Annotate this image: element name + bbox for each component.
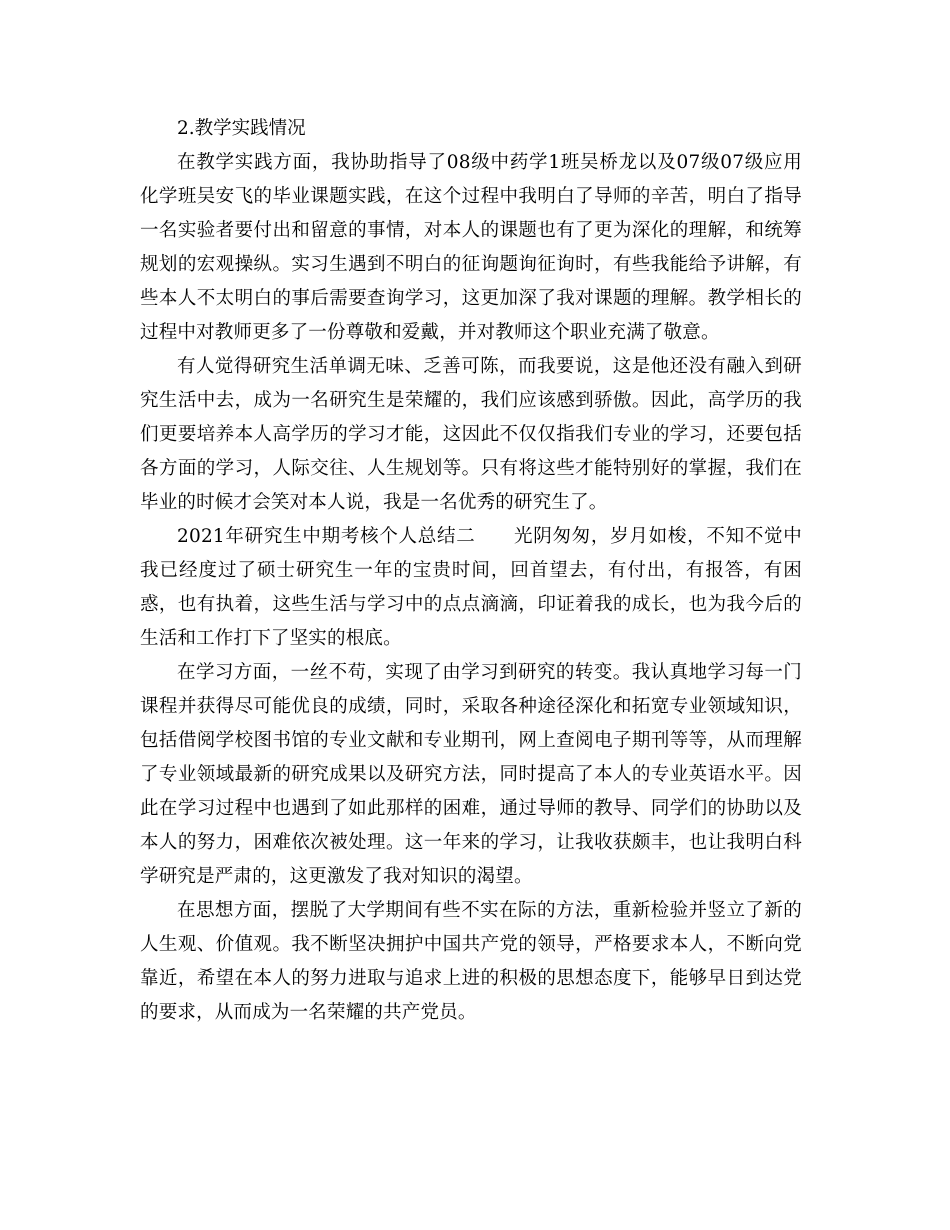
paragraph-research-life: 有人觉得研究生活单调无味、乏善可陈，而我要说，这是他还没有融入到研究生活中去，成为一名研究生是荣耀的，我们应该感到骄傲。因此，高学历的我们更要培养本人高学历的学习才能，这因此不仅仅指我们专业的学习，还要包括各方面的学习，人际交往、人生规划等。只有将这些才能特别好的掌握，我们在毕业的时候才会笑对本人说，我是一名优秀的研究生了。	[140, 356, 802, 513]
paragraph-thought: 在思想方面，摆脱了大学期间有些不实在际的方法，重新检验并竖立了新的人生观、价值观。我不断坚决拥护中国共产党的领导，严格要求本人，不断向党靠近，希望在本人的努力进取与追求上进的积极的思想态度下，能够早日到达党的要求，从而成为一名荣耀的共产党员。	[140, 900, 802, 1023]
paragraph-study: 在学习方面，一丝不苟，实现了由学习到研究的转变。我认真地学习每一门课程并获得尽可能优良的成绩，同时，采取各种途径深化和拓宽专业领域知识，包括借阅学校图书馆的专业文献和专业期刊，网上查阅电子期刊等等，从而理解了专业领域最新的研究成果以及研究方法，同时提高了本人的专业英语水平。因此在学习过程中也遇到了如此那样的困难，通过导师的教导、同学们的协助以及本人的努力，困难依次被处理。这一年来的学习，让我收获颇丰，也让我明白科学研究是严肃的，这更激发了我对知识的渴望。	[140, 662, 802, 887]
document-page	[140, 112, 802, 1030]
paragraph-summary-two-intro: 2021年研究生中期考核个人总结二 光阴匆匆，岁月如梭，不知不觉中我已经度过了硕士研究生一年的宝贵时间，回首望去，有付出，有报答，有困惑，也有执着，这些生活与学习中的点点滴滴，印证着我的成长，也为我今后的生活和工作打下了坚实的根底。	[140, 526, 802, 649]
section-heading: 2.教学实践情况	[177, 118, 306, 139]
paragraph-teaching-practice: 在教学实践方面，我协助指导了08级中药学1班吴桥龙以及07级07级应用化学班吴安飞的毕业课题实践，在这个过程中我明白了导师的辛苦，明白了指导一名实验者要付出和留意的事情，对本人的课题也有了更为深化的理解，和统筹规划的宏观操纵。实习生遇到不明白的征询题询征询时，有些我能给予讲解，有些本人不太明白的事后需要查询学习，这更加深了我对课题的理解。教学相长的过程中对教师更多了一份尊敬和爱戴，并对教师这个职业充满了敬意。	[140, 152, 802, 343]
